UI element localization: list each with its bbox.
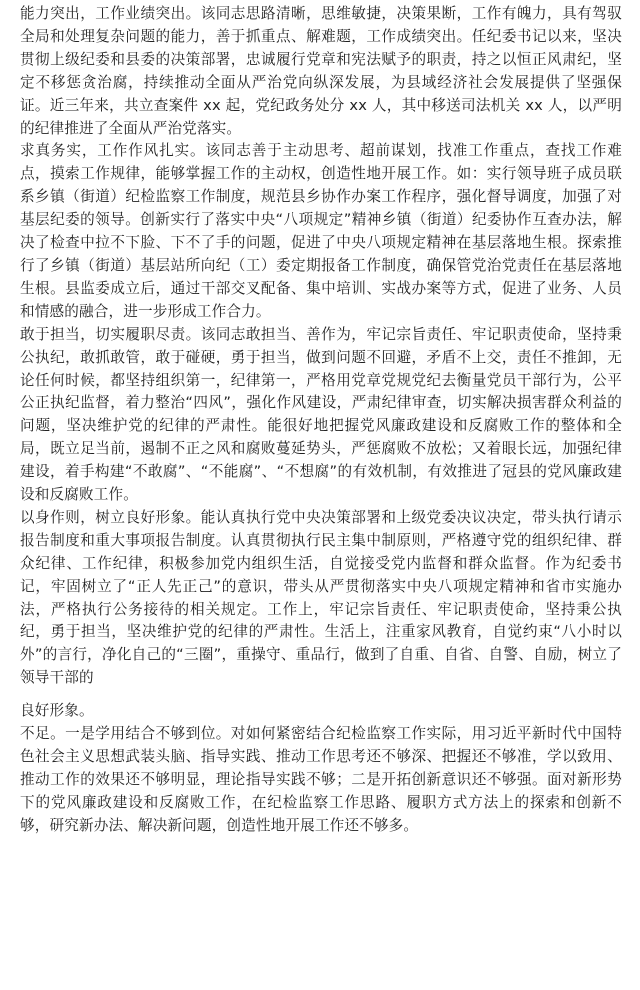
paragraph-work-style: 求真务实，工作作风扎实。该同志善于主动思考、超前谋划，找准工作重点，查找工作难点，摸索工作规律，能够掌握工作的主动权，创造性地开展工作。如：实行领导班子成员联系乡镇（街道）纪检监察工作制度，规范县乡协作办案工作程序，强化督导调度，加强了对基层纪委的领导。创新实行了落实中央“八项规定”精神乡镇（街道）纪委协作互查办法，解决了检查中拉不下脸、下不了手的问题，促进了中央八项规定精神在基层落地生根。探索推行了乡镇（街道）基层站所向纪（工）委定期报备工作制度，确保管党治党责任在基层落地生根。县监委成立后，通过干部交叉配备、集中培训、实战办案等方式，促进了业务、人员和情感的融合，进一步形成工作合力。	[20, 142, 622, 320]
paragraph-responsibility: 敢于担当，切实履职尽责。该同志敢担当、善作为，牢记宗旨责任、牢记职责使命，坚持秉公执纪，敢抓敢管，敢于碰硬，勇于担当，做到问题不回避，矛盾不上交，责任不推卸，无论任何时候，都坚持组织第一，纪律第一，严格用党章党规党纪去衡量党员干部行为，公平公正执纪监督，着力整治“四风”，强化作风建设，严肃纪律审查，切实解决损害群众利益的问题，坚决维护党的纪律的严肃性。能很好地把握党风廉政建设和反腐败工作的整体和全局，既立足当前，遏制不正之风和腐败蔓延势头，严惩腐败不放松；又着眼长远，加强纪律建设，着手构建“不敢腐”、“不能腐”、“不想腐”的有效机制，有效推进了冠县的党风廉政建设和反腐败工作。	[20, 325, 622, 504]
paragraph-work-performance: 能力突出，工作业绩突出。该同志思路清晰，思维敏捷，决策果断，工作有魄力，具有驾驭全局和处理复杂问题的能力，善于抓重点、解难题，工作成绩突出。任纪委书记以来，坚决贯彻上级纪委和县委的决策部署，忠诚履行党章和宪法赋予的职责，持之以恒正风肃纪，坚定不移惩贪治腐，持续推动全面从严治党向纵深发展，为县域经济社会发展提供了坚强保证。近三年来，共立查案件 xx 起，党纪政务处分 xx 人，其中移送司法机关 xx 人，以严明的纪律推进了全面从严治党落实。	[20, 5, 622, 137]
paragraph-continuation: 良好形象。	[20, 702, 94, 719]
upper-text-section	[20, 3, 622, 690]
paragraph-shortcomings: 不足。一是学用结合不够到位。对如何紧密结合纪检监察工作实际，用习近平新时代中国特色社会主义思想武装头脑、指导实践、推动工作思考还不够深、把握还不够准，学以致用、推动工作的效果还不够明显，理论指导实践不够；二是开拓创新意识还不够强。面对新形势下的党风廉政建设和反腐败工作，在纪检监察工作思路、履职方式方法上的探索和创新不够，研究新办法、解决新问题，创造性地开展工作还不够多。	[20, 724, 622, 834]
lower-text-section	[20, 700, 622, 837]
paragraph-leading-by-example: 以身作则，树立良好形象。能认真执行党中央决策部署和上级党委决议决定，带头执行请示报告制度和重大事项报告制度。认真贯彻执行民主集中制原则，严格遵守党的组织纪律、群众纪律、工作纪律，积极参加党内组织生活，自觉接受党内监督和群众监督。作为纪委书记，牢固树立了“正人先正己”的意识，带头从严贯彻落实中央八项规定精神和省市实施办法，严格执行公务接待的相关规定。工作上，牢记宗旨责任、牢记职责使命，坚持秉公执纪，勇于担当，坚决维护党的纪律的严肃性。生活上，注重家风教育，自觉约束“八小时以外”的言行，净化自己的“三圈”，重操守、重品行，做到了自重、自省、自警、自励，树立了领导干部的	[20, 508, 622, 687]
